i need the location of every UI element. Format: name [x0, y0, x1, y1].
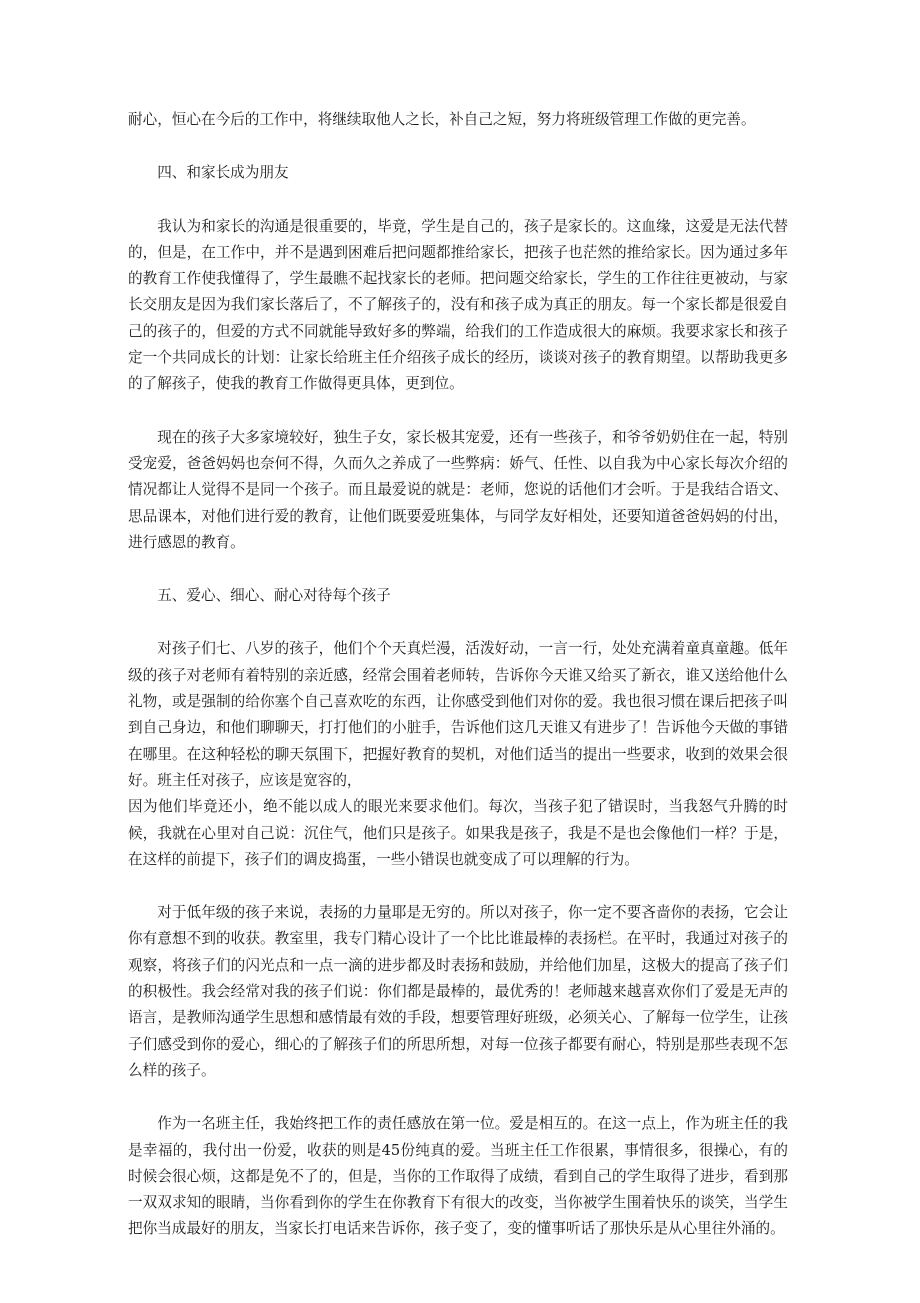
paragraph-head-teacher: 作为一名班主任，我始终把工作的责任感放在第一位。爱是相互的。在这一点上，作为班主任的我是幸福的，我付出一份爱，收获的则是45份纯真的爱。当班主任工作很累，事情很多，很操心，有的时候会很心烦，这都是免不了的，但是，当你的工作取得了成绩，看到自己的学生取得了进步，看到那一双双求知的眼睛，当你看到你的学生在你教育下有很大的改变，当你被学生围着快乐的谈笑，当学生把你当成最好的朋友，当家长打电话来告诉你，孩子变了，变的懂事听话了那快乐是从心里往外涌的。	[128, 1115, 788, 1238]
paragraph-praise: 对于低年级的孩子来说，表扬的力量耶是无穷的。所以对孩子，你一定不要吝啬你的表扬，它会让你有意想不到的收获。教室里，我专门精心设计了一个比比谁最棒的表扬栏。在平时，我通过对孩子的观察，将孩子们的闪光点和一点一滴的进步都及时表扬和鼓励，并给他们加星，这极大的提高了孩子们的积极性。我会经常对我的孩子们说：你们都是最棒的，最优秀的！老师越来越喜欢你们了爱是无声的语言，是教师沟通学生思想和感情最有效的手段，想要管理好班级，必须关心、了解每一位学生，让孩子们感受到你的爱心，细心的了解孩子们的所思所想，对每一位孩子都要有耐心，特别是那些表现不怎么样的孩子。	[128, 904, 788, 1079]
paragraph-continuation: 耐心，恒心在今后的工作中，将继续取他人之长，补自己之短，努力将班级管理工作做的更完善。	[128, 111, 756, 128]
section-heading-5: 五、爱心、细心、耐心对待每个孩子	[157, 587, 391, 605]
paragraph-young-children: 对孩子们七、八岁的孩子，他们个个天真烂漫，活泼好动，一言一行，处处充满着童真童趣。低年级的孩子对老师有着特别的亲近感，经常会围着老师转，告诉你今天谁又给买了新衣，谁又送给他什么礼物，或是强制的给你塞个自己喜欢吃的东西，让你感受到他们对你的爱。我也很习惯在课后把孩子叫到自己身边，和他们聊聊天，打打他们的小脏手，告诉他们这几天谁又有进步了！告诉他今天做的事错在哪里。在这种轻松的聊天氛围下，把握好教育的契机，对他们适当的提出一些要求，收到的效果会很好。班主任对孩子，应该是宽容的，	[128, 640, 788, 789]
document-body	[128, 107, 788, 1243]
paragraph-only-children: 现在的孩子大多家境较好，独生子女，家长极其宠爱，还有一些孩子，和爷爷奶奶住在一起，特别受宠爱，爸爸妈妈也奈何不得，久而久之养成了一些弊病：娇气、任性、以自我为中心家长每次介绍的情况都让人觉得不是同一个孩子。而且最爱说的就是：老师，您说的话他们才会听。于是我结合语文、思品课本，对他们进行爱的教育，让他们既要爱班集体，与同学友好相处，还要知道爸爸妈妈的付出，进行感恩的教育。	[128, 428, 788, 551]
paragraph-young-children-cont: 因为他们毕竟还小，绝不能以成人的眼光来要求他们。每次，当孩子犯了错误时，当我怒气升腾的时候，我就在心里对自己说：沉住气，他们只是孩子。如果我是孩子，我是不是也会像他们一样？于是，在这样的前提下，孩子们的调皮捣蛋，一些小错误也就变成了可以理解的行为。	[128, 798, 788, 868]
paragraph-parents-communication: 我认为和家长的沟通是很重要的，毕竟，学生是自己的，孩子是家长的。这血缘，这爱是无法代替的，但是，在工作中，并不是遇到困难后把问题都推给家长，把孩子也茫然的推给家长。因为通过多年的教育工作使我懂得了，学生最瞧不起找家长的老师。把问题交给家长，学生的工作往往更被动，与家长交朋友是因为我们家长落后了，不了解孩子的，没有和孩子成为真正的朋友。每一个家长都是很爱自己的孩子的，但爱的方式不同就能导致好多的弊端，给我们的工作造成很大的麻烦。我要求家长和孩子定一个共同成长的计划：让家长给班主任介绍孩子成长的经历，谈谈对孩子的教育期望。以帮助我更多的了解孩子，使我的教育工作做得更具体，更到位。	[128, 217, 788, 393]
section-heading-4: 四、和家长成为朋友	[157, 164, 289, 182]
